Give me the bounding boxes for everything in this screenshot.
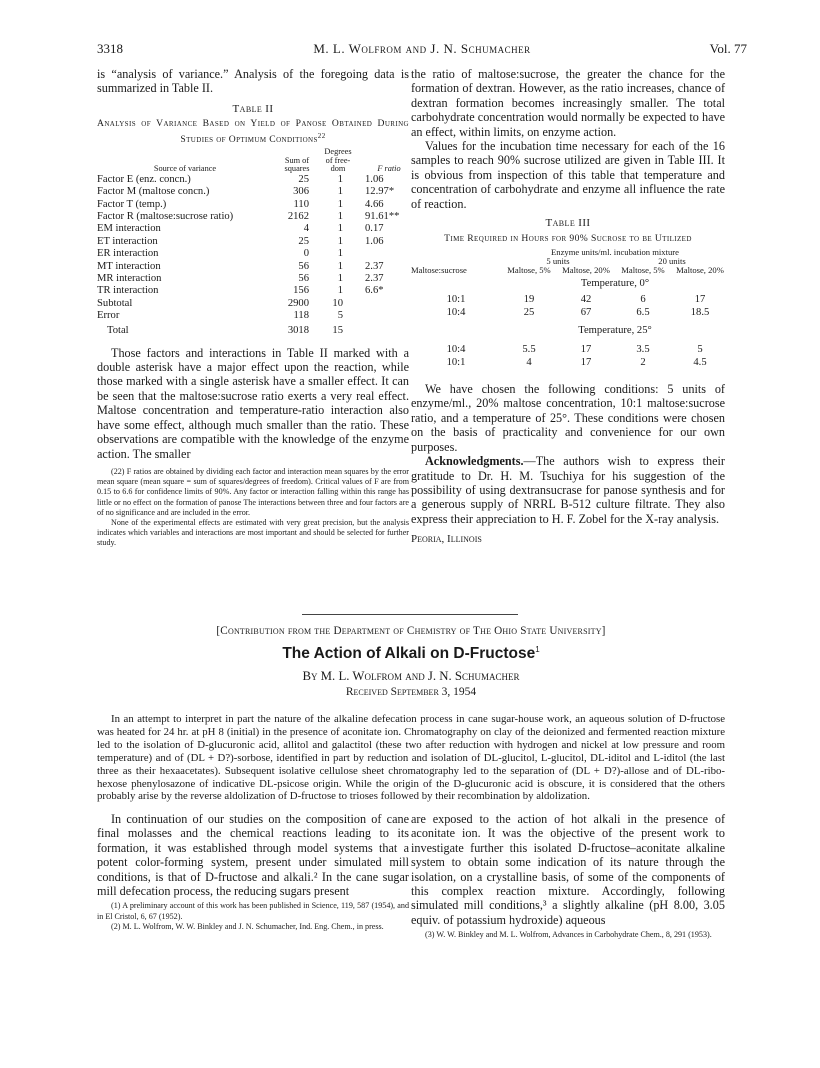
table2-cell-df: 1 xyxy=(337,235,343,247)
right-para1: the ratio of maltose:sucrose, the greater the chance for the formation of dextran. However, as the ratio increases, chance of dextran formation becomes increasingly smaller. The total carbohydrate concentration would normally be expected to have an effect, within limits, on enzyme action. xyxy=(411,67,725,139)
table2-cell-source: Subtotal xyxy=(97,297,133,309)
table2-cell-sum: 0 xyxy=(303,248,309,260)
table2-cell-source: ET interaction xyxy=(97,235,158,247)
table3-cell-value: 6.5 xyxy=(636,307,650,319)
footnote-22-text: (22) F ratios are obtained by dividing each factor and interaction mean squares by the error mean square (mean square = sum of squares/degrees of freedom). Critical values of F are from 0.15 to 6.6 for confidence limits of 90%. Any factor or interaction falling within this range has little or no effect on the formation of panose The interactions between three and four factors are of no significance and are included in the error. xyxy=(97,466,409,517)
table3-head-5units: 5 units xyxy=(546,256,570,267)
table2-row xyxy=(97,186,409,198)
left-column xyxy=(97,67,409,549)
table3-temp0-row xyxy=(411,275,729,293)
table3-cell-value: 17 xyxy=(580,344,592,356)
table3-cell-value: 42 xyxy=(580,294,592,306)
table3-head-20units: 20 units xyxy=(658,256,686,267)
body-right xyxy=(411,812,725,940)
table2-row xyxy=(97,285,409,297)
table2-head-sum: Sum of squares xyxy=(284,155,310,174)
table2-cell-sum: 118 xyxy=(293,310,309,322)
table2-cell-sum: 306 xyxy=(293,186,309,198)
footnotes-left xyxy=(97,901,409,932)
table2-cell-f: 4.66 xyxy=(365,198,384,210)
abstract-text: In an attempt to interpret in part the nature of the alkaline defecation process in cane sugar-house work, an aqueous solution of D-fructose was heated for 24 hr. at pH 8 (initial) in the presence of aconitate ion. Chromatography on clay of the deionized and fermented reaction mixture led to the isolation of D-glucuronic acid, allitol and galactitol (these two after reduction with hydrogen and nickel at low pressure and room temperature) and of (DL + D?)-sorbose, identified in part by reduction and isolation of DL-glucitol, L-glucitol, DL-iditol and L-iditol (the last three as their hexaacetates). Subsequent isolative cellulose sheet chromatography led to the separation of (DL + D?)-allose and of DL-ribo-hexose phenylosazone of indicative DL-psicose origin. While the origin of the D-glucuronic acid is obscure, it is considered that the others probably arise by the reverse aldolization of D-fructose to trioses followed by their recombination by aldolization. xyxy=(97,713,725,803)
table2-head-f: F ratio xyxy=(377,164,401,174)
footnote-1: (1) A preliminary account of this work has been published in Science, 119, 587 (1954), and in El Cristol, 6, 67 (1952). xyxy=(97,901,409,921)
table2-cell-source: Factor M (maltose concn.) xyxy=(97,186,210,198)
table2-cell-f xyxy=(355,298,409,310)
table2-cell-df: 1 xyxy=(337,198,343,210)
table2-cell-f: 1.06 xyxy=(365,235,384,247)
table3-head-sub xyxy=(411,266,729,275)
table3-cell-value: 5.5 xyxy=(522,344,536,356)
table2-head-free: of free- dom xyxy=(325,155,351,174)
body-left xyxy=(97,812,409,932)
table2-caption-ref: 22 xyxy=(317,131,326,140)
table2-cell-source: Error xyxy=(97,310,120,322)
table3-cell-ratio: 10:1 xyxy=(446,357,466,369)
table2-cell-f: 2.37 xyxy=(365,260,384,272)
table2-cell-source: EM interaction xyxy=(97,223,161,235)
table2-head-degrees: Degrees xyxy=(324,147,352,156)
table2-cell-sum: 25 xyxy=(298,173,309,185)
table3-cell-value: 6 xyxy=(640,294,646,306)
table2-head-top xyxy=(97,148,409,157)
table3 xyxy=(411,248,729,369)
table2-cell-df: 5 xyxy=(337,310,343,322)
article-title-ref: 1 xyxy=(535,645,540,654)
table2-cell-df: 1 xyxy=(337,211,343,222)
table3-sub-4: Maltose, 20% xyxy=(676,265,724,276)
abstract xyxy=(97,713,725,803)
table2-row xyxy=(97,298,409,310)
ack-heading: Acknowledgments. xyxy=(425,454,524,469)
table2-cell-sum: 25 xyxy=(298,235,309,247)
table3-cell-value: 19 xyxy=(523,294,535,306)
table3-cell-value: 3.5 xyxy=(636,344,650,356)
table2-cell-sum: 4 xyxy=(303,223,309,235)
table2-cell-source: ER interaction xyxy=(97,248,159,260)
table2-cell-f: 0.17 xyxy=(365,223,384,235)
table2-cell-source: Total xyxy=(107,324,129,336)
table2-cell-sum: 2900 xyxy=(287,297,309,309)
table2-row xyxy=(97,199,409,211)
table2-cell-df: 1 xyxy=(337,223,343,235)
footnote-22-text-b: None of the experimental effects are estimated with very great precision, but the analysis indicates which variables and interactions are most important and should be selected for further study. xyxy=(97,517,409,548)
table2-row xyxy=(97,174,409,186)
right-column xyxy=(411,67,725,547)
running-authors: M. L. Wolfrom and J. N. Schumacher xyxy=(313,41,531,56)
table2-head xyxy=(97,157,409,174)
table2-cell-f xyxy=(355,310,409,322)
table2-cell-df: 1 xyxy=(337,248,343,260)
table2-cell-source: Factor E (enz. concn.) xyxy=(97,173,191,185)
body-left-text: In continuation of our studies on the composition of cane final molasses and the chemical reactions leading to its formation, it was established through model systems that a potent color-forming system, present under simulated mill conditions, is that of D-fructose and alkali.² In the cane sugar mill defecation process, the reducing sugars present xyxy=(97,812,409,899)
table2-row xyxy=(97,273,409,285)
table3-row xyxy=(411,293,729,306)
right-para2: Values for the incubation time necessary for each of the 16 samples to reach 90% sucrose utilized are given in Table III. It is obvious from inspection of this table that temperature and concentration of carbohydrate and enzyme all influence the rate of reaction. xyxy=(411,139,725,211)
table2-cell-df: 1 xyxy=(337,285,343,297)
table3-caption-block xyxy=(411,217,725,245)
table3-head-enzyme: Enzyme units/ml. incubation mixture xyxy=(551,247,679,258)
table2-cell-sum: 3018 xyxy=(287,324,309,336)
table3-body-25 xyxy=(411,343,729,369)
table3-cell-value: 4 xyxy=(526,357,532,369)
table3-cell-value: 67 xyxy=(580,307,592,319)
body-right-text: are exposed to the action of hot alkali in the presence of aconitate ion. It was the objective of the present work to investigate further this isolated D-fructose–aconitate alkaline system to obtain some indication of its nature through the isolation, on a crystalline basis, of some of the components of this complex reaction mixture. Accordingly, following simulated mill conditions,³ a slightly alkaline (pH 8.00, 3.05 equiv. of potassium hydroxide) aqueous xyxy=(411,812,725,927)
place: Peoria, Illinois xyxy=(411,533,482,546)
table3-temp25-row xyxy=(411,319,729,343)
table2-cell-df: 1 xyxy=(337,273,343,285)
table2-cell-f: 2.37 xyxy=(365,273,384,285)
table2-title: Table II xyxy=(232,102,274,115)
table3-cell-value: 25 xyxy=(523,307,535,319)
table3-temp0: Temperature, 0° xyxy=(580,278,650,290)
left-para2: Those factors and interactions in Table II marked with a double asterisk have a major effect upon the reaction, while those marked with a single asterisk have a smaller effect. It can be seen that the maltose:sucrose ratio exerts a very real effect. Maltose concentration and temperature-ratio interaction also have some effect, although much smaller than the ratio. These observations are compatible with the knowledge of the enzyme action. The smaller xyxy=(97,345,409,461)
table2-cell-f xyxy=(355,248,409,260)
byline: By M. L. Wolfrom and J. N. Schumacher xyxy=(302,669,520,684)
table3-row xyxy=(411,356,729,369)
table3-cell-ratio: 10:4 xyxy=(446,307,466,319)
table2-cell-source: Factor T (temp.) xyxy=(97,198,167,210)
table2-caption xyxy=(97,118,409,146)
table2-cell-sum: 2162 xyxy=(287,211,309,222)
table2-row xyxy=(97,310,409,322)
ack-text: —The authors wish to express their gratitude to Dr. H. M. Tsuchiya for his suggestion of the possibility of using dextransucrase for panose synthesis and for a generous supply of NRRL B-512 culture filtrate. They also express their appreciation to H. F. Zobel for the X-ray analysis. xyxy=(411,454,725,526)
table2-cell-f: 12.97* xyxy=(365,186,395,198)
table2-cell-source: TR interaction xyxy=(97,285,159,297)
table2-row xyxy=(97,236,409,248)
contribution-line: [Contribution from the Department of Chemistry of The Ohio State University] xyxy=(216,625,606,637)
article-title-text: The Action of Alkali on D-Fructose xyxy=(282,645,536,663)
table3-cell-value: 17 xyxy=(694,294,706,306)
footnote-2: (2) M. L. Wolfrom, W. W. Binkley and J. N. Schumacher, Ind. Eng. Chem., in press. xyxy=(111,921,384,931)
table3-cell-value: 18.5 xyxy=(690,307,710,319)
table2-cell-f xyxy=(355,323,409,339)
table2-row xyxy=(97,223,409,235)
table2-cell-df: 1 xyxy=(337,186,343,198)
table2-body xyxy=(97,174,409,339)
table2-row xyxy=(97,323,409,339)
right-para3: We have chosen the following conditions: 5 units of enzyme/ml., 20% maltose concentration, 10:1 maltose:sucrose ratio, and a temperature of 25°. These conditions were chosen on the basis of practicality and convenience for our own purposes. xyxy=(411,382,725,454)
table3-title: Table III xyxy=(545,217,591,230)
section-rule xyxy=(302,614,518,615)
table2-cell-sum: 56 xyxy=(298,273,309,285)
acknowledgments xyxy=(411,454,725,526)
table3-row xyxy=(411,343,729,356)
page-number: 3318 xyxy=(97,41,123,56)
table2-cell-df: 15 xyxy=(332,324,343,336)
running-header xyxy=(97,41,747,59)
table2-caption-block xyxy=(97,103,409,146)
footnote-22 xyxy=(97,467,409,549)
table2-row xyxy=(97,248,409,260)
table3-cell-ratio: 10:4 xyxy=(446,344,466,356)
table3-col-label: Maltose:sucrose xyxy=(411,265,467,276)
table3-body-0 xyxy=(411,293,729,319)
footnotes-right xyxy=(411,930,725,940)
table2-cell-f: 91.61** xyxy=(365,211,400,222)
volume-label: Vol. 77 xyxy=(709,41,747,56)
received-date: Received September 3, 1954 xyxy=(345,686,477,699)
table2-cell-sum: 56 xyxy=(298,260,309,272)
table3-cell-value: 5 xyxy=(697,344,703,356)
table2-cell-df: 1 xyxy=(337,173,343,185)
table2 xyxy=(97,148,409,339)
table2-cell-sum: 110 xyxy=(293,198,309,210)
table2-row xyxy=(97,261,409,273)
footnote-3: (3) W. W. Binkley and M. L. Wolfrom, Advances in Carbohydrate Chem., 8, 291 (1953). xyxy=(425,930,712,940)
table3-cell-value: 17 xyxy=(580,357,592,369)
table2-cell-sum: 156 xyxy=(293,285,309,297)
table3-cell-value: 4.5 xyxy=(693,357,707,369)
table3-caption: Time Required in Hours for 90% Sucrose to be Utilized xyxy=(444,233,692,245)
table2-cell-source: Factor R (maltose:sucrose ratio) xyxy=(97,211,234,222)
table2-cell-source: MR interaction xyxy=(97,273,162,285)
table2-cell-source: MT interaction xyxy=(97,260,161,272)
table3-sub-2: Maltose, 20% xyxy=(562,265,610,276)
table2-row xyxy=(97,211,409,223)
table3-cell-value: 2 xyxy=(640,357,646,369)
table2-cell-df: 1 xyxy=(337,260,343,272)
table3-sub-3: Maltose, 5% xyxy=(621,265,665,276)
table3-cell-ratio: 10:1 xyxy=(446,294,466,306)
table3-temp25: Temperature, 25° xyxy=(578,325,652,337)
table2-head-source: Source of variance xyxy=(153,164,217,174)
left-intro: is “analysis of variance.” Analysis of the foregoing data is summarized in Table II. xyxy=(97,67,409,96)
table2-caption-text: Analysis of Variance Based on Yield of Panose Obtained During Studies of Optimum Conditions xyxy=(97,117,409,145)
table3-row xyxy=(411,306,729,319)
table2-cell-f: 1.06 xyxy=(365,173,384,185)
article-header xyxy=(97,624,725,698)
table2-cell-f: 6.6* xyxy=(365,285,384,297)
article-title xyxy=(97,645,725,663)
table2-cell-df: 10 xyxy=(332,297,343,309)
table3-sub-1: Maltose, 5% xyxy=(507,265,551,276)
